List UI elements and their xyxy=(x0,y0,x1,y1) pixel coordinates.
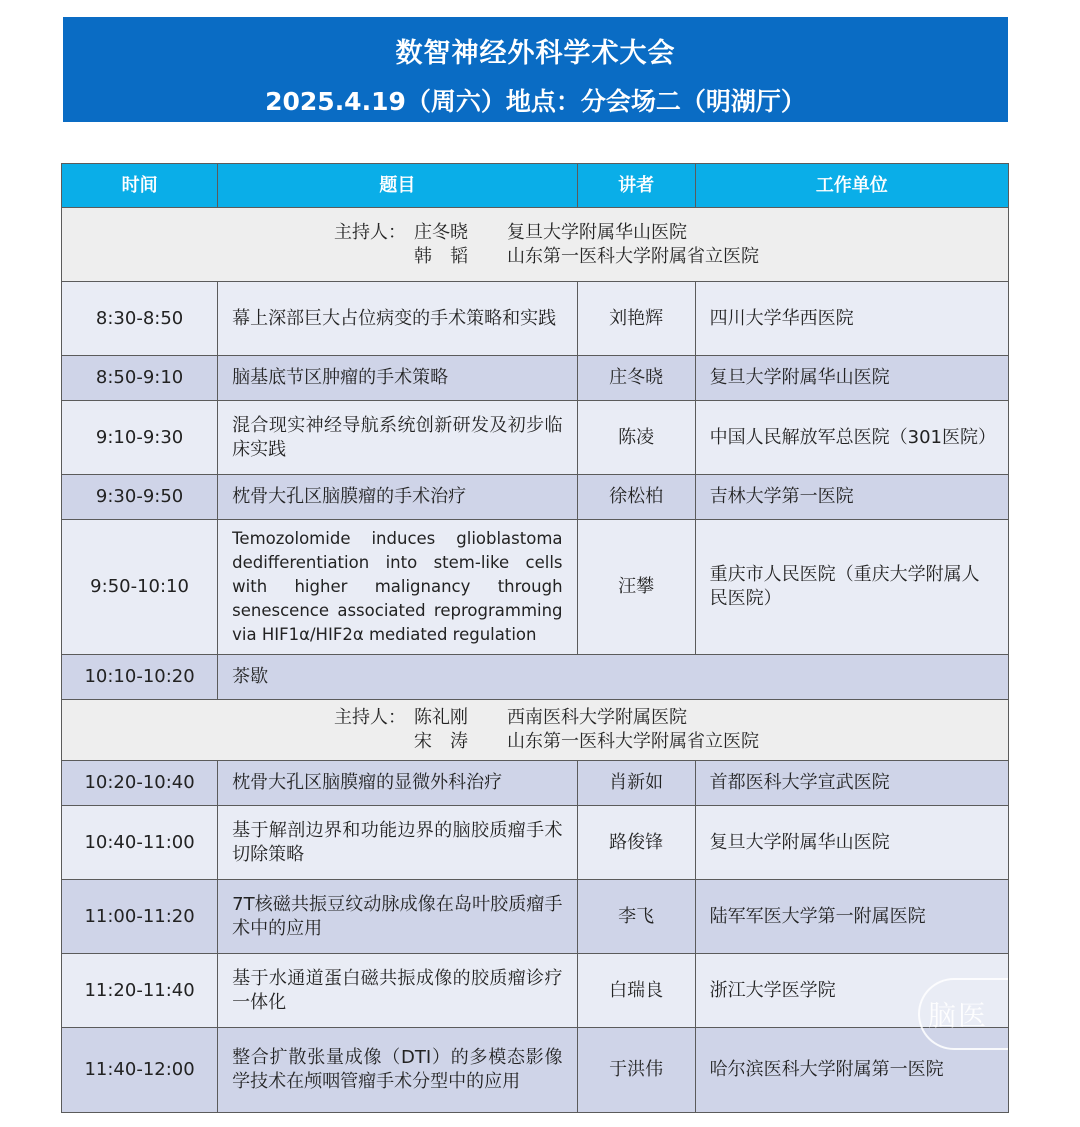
row-affiliation: 重庆市人民医院（重庆大学附属人民医院） xyxy=(695,520,1008,655)
session-host-row xyxy=(62,700,1009,761)
table-row xyxy=(62,520,1009,655)
date-venue: 2025.4.19（周六）地点：分会场二（明湖厅） xyxy=(265,87,806,116)
table-row xyxy=(62,475,1009,520)
header-topic: 题目 xyxy=(218,164,577,208)
row-time: 8:30-8:50 xyxy=(62,282,218,356)
row-affiliation: 哈尔滨医科大学附属第一医院 xyxy=(695,1028,1008,1113)
row-time: 10:40-11:00 xyxy=(62,806,218,880)
table-row xyxy=(62,954,1009,1028)
row-topic: 7T核磁共振豆纹动脉成像在岛叶胶质瘤手术中的应用 xyxy=(218,880,577,954)
host-org: 山东第一医科大学附属省立医院 xyxy=(507,245,759,267)
row-affiliation: 吉林大学第一医院 xyxy=(695,475,1008,520)
table-row xyxy=(62,761,1009,806)
row-affiliation: 陆军军医大学第一附属医院 xyxy=(695,880,1008,954)
row-time: 8:50-9:10 xyxy=(62,356,218,401)
table-row xyxy=(62,356,1009,401)
row-affiliation: 首都医科大学宣武医院 xyxy=(695,761,1008,806)
row-affiliation: 复旦大学附属华山医院 xyxy=(695,356,1008,401)
row-topic: 整合扩散张量成像（DTI）的多模态影像学技术在颅咽管瘤手术分型中的应用 xyxy=(218,1028,577,1113)
host-org: 西南医科大学附属医院 xyxy=(507,707,687,728)
row-affiliation: 中国人民解放军总医院（301医院） xyxy=(695,401,1008,475)
break-label: 茶歇 xyxy=(218,655,1009,700)
row-speaker: 路俊锋 xyxy=(577,806,695,880)
row-speaker: 汪攀 xyxy=(577,520,695,655)
header-affiliation: 工作单位 xyxy=(695,164,1008,208)
host-label: 主持人： xyxy=(334,707,406,728)
row-topic: 枕骨大孔区脑膜瘤的手术治疗 xyxy=(218,475,577,520)
row-time: 9:30-9:50 xyxy=(62,475,218,520)
row-speaker: 肖新如 xyxy=(577,761,695,806)
row-time: 9:10-9:30 xyxy=(62,401,218,475)
header-banner xyxy=(63,17,1008,122)
break-time: 10:10-10:20 xyxy=(62,655,218,700)
header-time: 时间 xyxy=(62,164,218,208)
row-speaker: 刘艳辉 xyxy=(577,282,695,356)
row-affiliation: 四川大学华西医院 xyxy=(695,282,1008,356)
table-row xyxy=(62,401,1009,475)
table-row xyxy=(62,806,1009,880)
row-topic: 幕上深部巨大占位病变的手术策略和实践 xyxy=(218,282,577,356)
schedule-table xyxy=(61,163,1009,1113)
row-topic: 脑基底节区肿瘤的手术策略 xyxy=(218,356,577,401)
host-org: 复旦大学附属华山医院 xyxy=(507,221,687,243)
row-speaker: 于洪伟 xyxy=(577,1028,695,1113)
row-time: 11:40-12:00 xyxy=(62,1028,218,1113)
row-time: 11:20-11:40 xyxy=(62,954,218,1028)
row-topic: 混合现实神经导航系统创新研发及初步临床实践 xyxy=(218,401,577,475)
row-topic: 基于解剖边界和功能边界的脑胶质瘤手术切除策略 xyxy=(218,806,577,880)
table-row xyxy=(62,282,1009,356)
row-affiliation: 复旦大学附属华山医院 xyxy=(695,806,1008,880)
host-name: 庄冬晓 xyxy=(414,221,468,243)
host-name: 韩 韬 xyxy=(414,245,468,267)
row-speaker: 白瑞良 xyxy=(577,954,695,1028)
row-time: 11:00-11:20 xyxy=(62,880,218,954)
host-name: 宋 涛 xyxy=(414,731,468,752)
row-affiliation: 浙江大学医学院 xyxy=(695,954,1008,1028)
watermark-logo: 脑医 xyxy=(918,978,1008,1050)
row-speaker: 李飞 xyxy=(577,880,695,954)
break-row xyxy=(62,655,1009,700)
host-org: 山东第一医科大学附属省立医院 xyxy=(507,731,759,752)
conference-title: 数智神经外科学术大会 xyxy=(395,38,676,69)
row-topic: 枕骨大孔区脑膜瘤的显微外科治疗 xyxy=(218,761,577,806)
row-topic: 基于水通道蛋白磁共振成像的胶质瘤诊疗一体化 xyxy=(218,954,577,1028)
row-speaker: 庄冬晓 xyxy=(577,356,695,401)
table-header-row xyxy=(62,164,1009,208)
host-label: 主持人： xyxy=(334,221,406,243)
row-speaker: 徐松柏 xyxy=(577,475,695,520)
row-speaker: 陈凌 xyxy=(577,401,695,475)
host-name: 陈礼刚 xyxy=(414,707,468,728)
session-host-row xyxy=(62,208,1009,282)
row-time: 10:20-10:40 xyxy=(62,761,218,806)
table-row xyxy=(62,880,1009,954)
table-row xyxy=(62,1028,1009,1113)
row-time: 9:50-10:10 xyxy=(62,520,218,655)
header-speaker: 讲者 xyxy=(577,164,695,208)
row-topic: Temozolomide induces glioblastoma dedifferentiation into stem-like cells with higher malignancy through senescence associated reprogramming via HIF1α/HIF2α mediated regulation xyxy=(218,520,577,655)
